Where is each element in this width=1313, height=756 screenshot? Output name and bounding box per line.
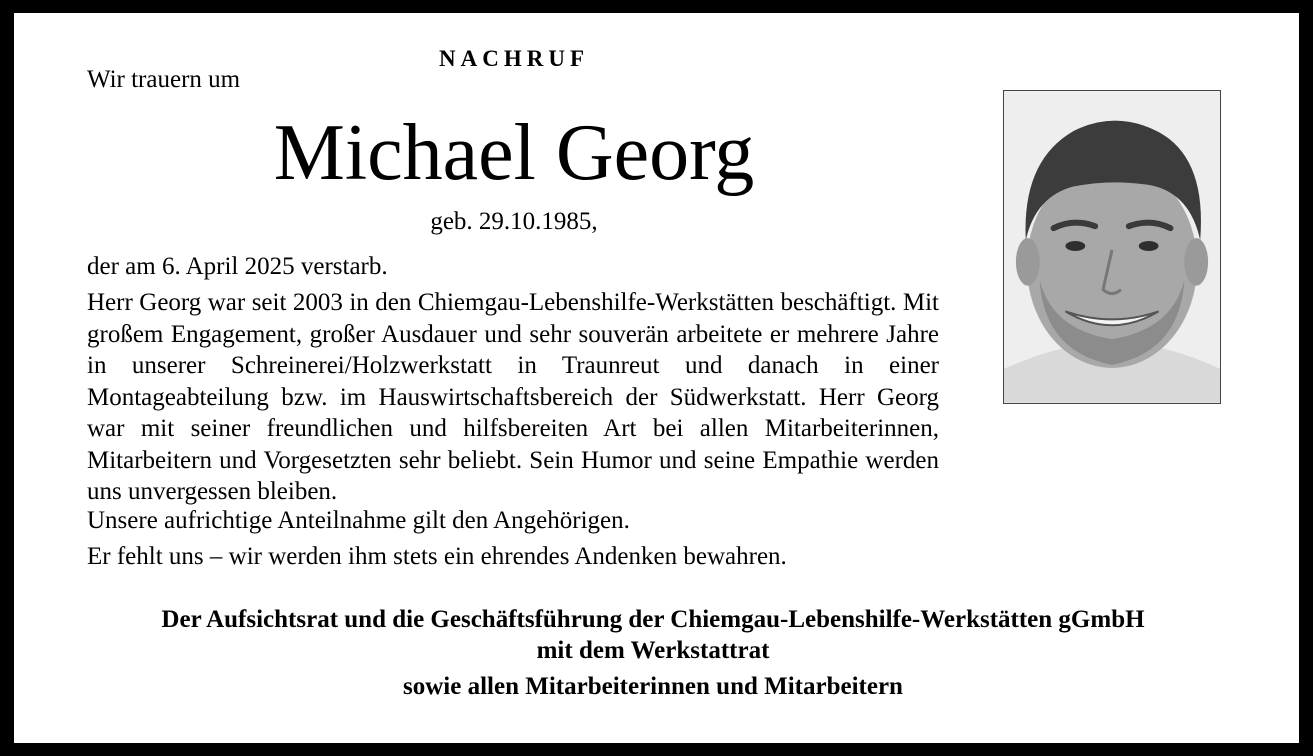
signature-line-1: Der Aufsichtsrat und die Geschäftsführung der Chiemgau-Lebenshilfe-Werkstätten gGmbH	[161, 606, 1145, 633]
death-date: der am 6. April 2025 verstarb.	[87, 253, 388, 280]
intro-text: Wir trauern um	[87, 66, 241, 93]
portrait-illustration	[1004, 91, 1220, 403]
obituary-notice	[14, 13, 1299, 743]
deceased-name: Michael Georg	[273, 109, 755, 197]
obituary-body: Herr Georg war seit 2003 in den Chiemgau-Lebenshilfe-Werkstätten beschäftigt. Mit großem Engagement, großer Ausdauer und sehr souverän arbeitete er mehrere Jahre in unserer Schreinerei/Holzwerkstatt in Traunreut und danach in einer Montageabteilung bzw. im Hauswirtschaftsbereich der Südwerkstatt. Herr Georg war mit seiner freundlichen und hilfsbereiten Art bei allen Mitarbeiterinnen, Mitarbeitern und Vorgesetzten sehr beliebt. Sein Humor und seine Empathie werden uns unvergessen bleiben.	[87, 289, 939, 505]
condolence-text: Unsere aufrichtige Anteilnahme gilt den Angehörigen.	[87, 507, 630, 534]
notice-heading: NACHRUF	[439, 46, 589, 71]
signature-line-3: sowie allen Mitarbeiterinnen und Mitarbeitern	[403, 673, 903, 700]
signature-line-2: mit dem Werkstattrat	[536, 637, 770, 664]
remembrance-text: Er fehlt uns – wir werden ihm stets ein ehrendes Andenken bewahren.	[87, 543, 787, 570]
birth-date: geb. 29.10.1985,	[430, 208, 598, 235]
portrait-photo	[1003, 90, 1221, 404]
